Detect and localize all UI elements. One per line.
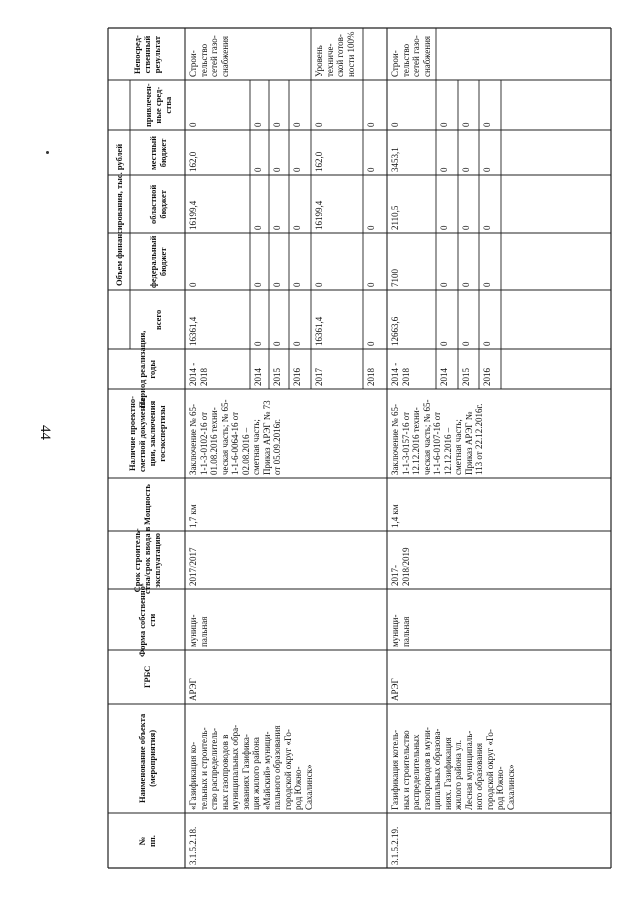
attracted-value: 0 [314,122,324,127]
header-federal: федеральный бюджет [147,235,168,288]
header-period: Период реализации, годы [136,330,157,408]
regional-value: 0 [272,225,282,230]
total-value: 0 [272,341,282,346]
local-value: 3453,1 [390,147,400,172]
local-value: 0 [482,167,492,172]
header-local: местный бюджет [147,135,168,170]
local-value: 0 [461,167,471,172]
header-result: Непосред- ственный результат [131,34,162,74]
period-value: 2014 [439,368,449,386]
period-value: 2016 [292,368,302,386]
result-value: Строи- тельство сетей газо- снабжения [390,35,432,77]
local-value: 162,0 [314,151,324,172]
regional-value: 0 [253,225,263,230]
total-value: 0 [439,341,449,346]
attracted-value: 0 [482,122,492,127]
expertise-value: Заключение № 65- 1-1-3-0157-16 от 12.12.2016 техни- ческая часть; № 65- 1-1-6-0107-16 от 12.12.2016 – сметная часть; Приказ АРЭГ № 113 от 22.12.2016г. [390,399,484,475]
page-number: 44 [37,425,53,440]
object-name: Газификация котель- ных и строительство распределительных газопроводов в муни- ципальных образова- ниях. Газификация жилого района ул. Лесная муниципаль- ного образования городской округ «Го- род Южно- Сахалинск» [390,727,516,810]
federal-value: 0 [292,282,302,287]
local-value: 0 [253,167,263,172]
period-value: 2014 - 2018 [188,362,209,386]
header-funding: Объем финансирования, тыс. рублей [114,143,124,286]
attracted-value: 0 [390,122,400,127]
attracted-value: 0 [272,122,282,127]
terms-value: 2017/2017 [188,547,198,586]
attracted-value: 0 [253,122,263,127]
total-value: 0 [461,341,471,346]
federal-value: 0 [314,282,324,287]
local-value: 0 [366,167,376,172]
capacity-value: 1,4 км [390,504,400,528]
total-value: 12663,6 [390,316,400,346]
local-value: 0 [272,167,282,172]
header-name: Наименование объекта (мероприятия) [136,713,157,803]
header-expertise: Наличие проектно- сметной документа- ции, заключения госэкспертизы [126,395,167,472]
period-value: 2014 [253,368,263,386]
federal-value: 0 [253,282,263,287]
object-name: «Газификация ко- тельных и строитель- ство распределитель- ных газопроводов в муниципальных обра- зованиях Газифика- ция жилого района «Майский» муници- пального образования городской округ «Го- род Южно- Сахалинск» [188,724,314,810]
period-value: 2015 [461,368,471,386]
grbs-value: АРЭГ [390,678,400,701]
total-value: 0 [482,341,492,346]
result-value: Уровень техниче- ской готов- ности 100% [314,31,356,77]
local-value: 0 [439,167,449,172]
regional-value: 0 [482,225,492,230]
federal-value: 0 [482,282,492,287]
ownership-value: муници- пальная [390,614,411,647]
attracted-value: 0 [366,122,376,127]
federal-value: 0 [439,282,449,287]
header-regional: областной бюджет [147,184,168,224]
grbs-value: АРЭГ [188,678,198,701]
attracted-value: 0 [188,122,198,127]
federal-value: 7100 [390,269,400,287]
federal-value: 0 [461,282,471,287]
result-value: Строи- тельство сетей газо- снабжения [188,35,230,77]
local-value: 0 [292,167,302,172]
header-capacity: Мощность [141,484,152,525]
total-value: 0 [292,341,302,346]
regional-value: 2110,5 [390,205,400,230]
regional-value: 16199,4 [188,200,198,230]
regional-value: 0 [366,225,376,230]
federal-value: 0 [188,282,198,287]
attracted-value: 0 [439,122,449,127]
regional-value: 0 [292,225,302,230]
period-value: 2018 [366,368,376,386]
expertise-value: Заключение № 65- 1-1-3-0102-16 от 01.08.2016 техни- ческая часть; № 65- 1-1-6-0064-16 от 02.08.2016 – сметная часть; Приказ АРЭГ № 73 от 05.09.2016г. [188,399,282,475]
regional-value: 0 [461,225,471,230]
row-number: 3.1.5.2.18. [188,826,198,865]
ownership-value: муници- пальная [188,614,209,647]
header-ownership: Форма собственно- сти [136,582,157,657]
regional-value: 0 [439,225,449,230]
regional-value: 16199,4 [314,200,324,230]
capacity-value: 1,7 км [188,504,198,528]
period-value: 2016 [482,368,492,386]
header-num: № пп. [136,834,157,847]
period-value: 2014 - 2018 [390,362,411,386]
header-total: всего [152,309,163,330]
local-value: 162,0 [188,151,198,172]
attracted-value: 0 [292,122,302,127]
total-value: 16361,4 [314,316,324,346]
total-value: 0 [366,341,376,346]
attracted-value: 0 [461,122,471,127]
total-value: 0 [253,341,263,346]
period-value: 2017 [314,368,324,386]
terms-value: 2017- 2018/2019 [390,547,411,586]
period-value: 2015 [272,368,282,386]
federal-value: 0 [272,282,282,287]
header-terms: Срок строитель- ства/срок ввода в эксплуатацию [131,526,162,594]
header-attracted: привлечен- ные сред- ства [142,83,173,127]
row-number: 3.1.5.2.19. [390,826,400,865]
total-value: 16361,4 [188,316,198,346]
federal-value: 0 [366,282,376,287]
header-grbs: ГРБС [141,665,152,688]
